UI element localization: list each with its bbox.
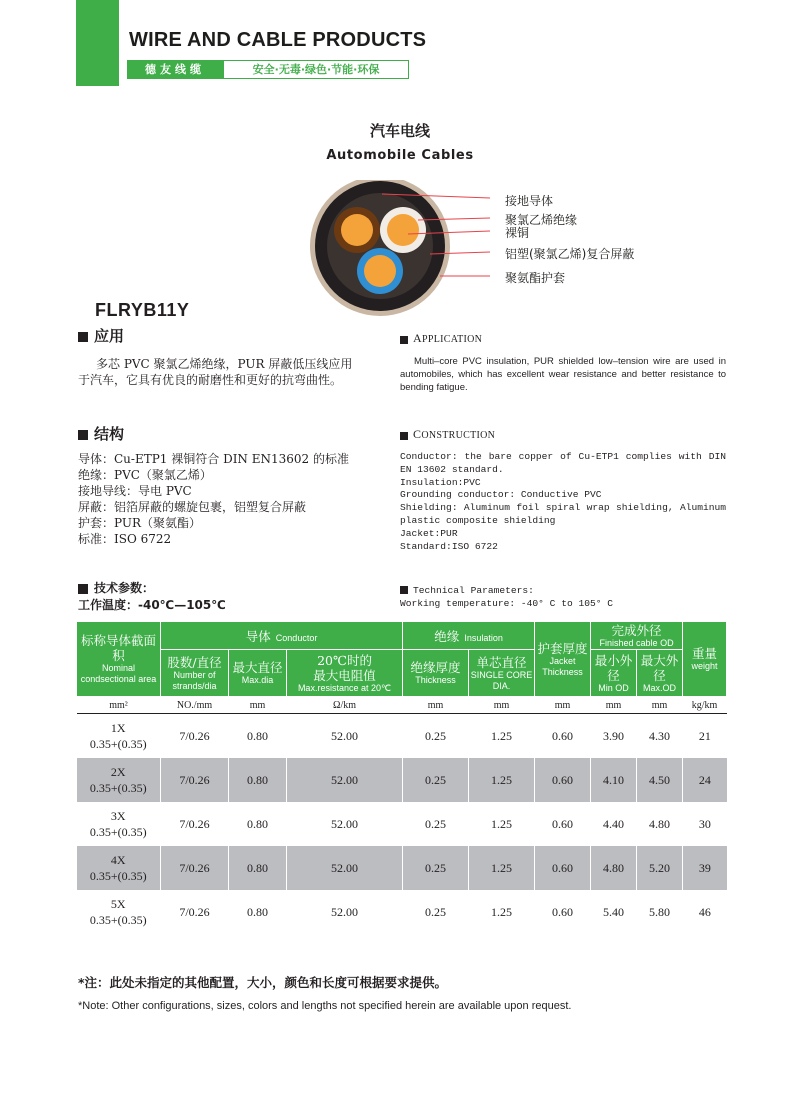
header-finished-od: 完成外径 Finished cable OD bbox=[591, 622, 683, 650]
cell-resistance: 52.00 bbox=[287, 890, 403, 934]
unit-cell: mm bbox=[591, 697, 637, 714]
cell-max-dia: 0.80 bbox=[229, 846, 287, 890]
cell-weight: 39 bbox=[683, 846, 727, 890]
cell-strands: 7/0.26 bbox=[161, 890, 229, 934]
header-max-dia: 最大直径 Max.dia bbox=[229, 650, 287, 697]
product-title-cn: 汽车电线 bbox=[369, 122, 430, 140]
bullet-square-icon bbox=[400, 336, 408, 344]
cell-jacket: 0.60 bbox=[535, 714, 591, 759]
bullet-square-icon bbox=[78, 430, 88, 440]
application-text-en: Multi–core PVC insulation, PUR shielded low–tension wire are used in automobiles, which has excellent wear resistance and better resistance to bending fatigue. bbox=[400, 356, 726, 393]
cell-insulation-thickness: 0.25 bbox=[403, 890, 469, 934]
cell-weight: 24 bbox=[683, 758, 727, 802]
cell-max-od: 5.80 bbox=[637, 890, 683, 934]
bullet-square-icon bbox=[400, 432, 408, 440]
cell-insulation-thickness: 0.25 bbox=[403, 714, 469, 759]
copper-conductor bbox=[387, 214, 419, 246]
cell-min-od: 3.90 bbox=[591, 714, 637, 759]
technical-heading-cn: 技术参数： bbox=[78, 579, 154, 596]
brand-label: 德友线缆 bbox=[127, 60, 223, 79]
cell-size: 4X 0.35+(0.35) bbox=[77, 846, 161, 890]
cell-jacket: 0.60 bbox=[535, 846, 591, 890]
table-row bbox=[77, 758, 727, 802]
cell-resistance: 52.00 bbox=[287, 846, 403, 890]
construction-line-en: Standard:ISO 6722 bbox=[400, 540, 498, 552]
cell-min-od: 4.10 bbox=[591, 758, 637, 802]
cell-jacket: 0.60 bbox=[535, 802, 591, 846]
cell-max-od: 4.50 bbox=[637, 758, 683, 802]
product-title-en: Automobile Cables bbox=[326, 148, 474, 163]
note-cn: *注：此处未指定的其他配置，大小，颜色和长度可根据要求提供。 bbox=[78, 975, 448, 990]
spec-table bbox=[76, 621, 727, 934]
cell-resistance: 52.00 bbox=[287, 802, 403, 846]
cell-max-od: 5.20 bbox=[637, 846, 683, 890]
header-insulation-thickness: 绝缘厚度 Thickness bbox=[403, 650, 469, 697]
table-row bbox=[77, 802, 727, 846]
construction-line-cn: 接地导线：导电 PVC bbox=[78, 484, 192, 498]
cell-jacket: 0.60 bbox=[535, 890, 591, 934]
header-max-resistance: 20℃时的 最大电阻值 Max.resistance at 20℃ bbox=[287, 650, 403, 697]
construction-line-en: Insulation:PVC bbox=[400, 476, 481, 488]
unit-cell: mm bbox=[469, 697, 535, 714]
cell-weight: 30 bbox=[683, 802, 727, 846]
unit-cell: mm bbox=[637, 697, 683, 714]
unit-cell: mm² bbox=[77, 697, 161, 714]
model-number: FLRYB11Y bbox=[95, 300, 190, 320]
unit-cell: NO./mm bbox=[161, 697, 229, 714]
cell-max-dia: 0.80 bbox=[229, 890, 287, 934]
cell-jacket: 0.60 bbox=[535, 758, 591, 802]
note-en: *Note: Other configurations, sizes, colors and lengths not specified herein are available upon request. bbox=[78, 1000, 572, 1012]
cell-core-dia: 1.25 bbox=[469, 802, 535, 846]
header-conductor: 导体 Conductor bbox=[161, 622, 403, 650]
units-row bbox=[77, 697, 727, 714]
working-temp-cn: 工作温度：-40℃—105℃ bbox=[78, 598, 226, 612]
table-row bbox=[77, 890, 727, 934]
unit-cell: mm bbox=[403, 697, 469, 714]
cell-insulation-thickness: 0.25 bbox=[403, 846, 469, 890]
header-title: WIRE AND CABLE PRODUCTS bbox=[129, 29, 427, 51]
technical-heading-en: Technical Parameters: bbox=[400, 585, 534, 598]
copper-conductor bbox=[364, 255, 396, 287]
unit-cell: mm bbox=[229, 697, 287, 714]
header-min-od: 最小外径 Min OD bbox=[591, 650, 637, 697]
cell-core-dia: 1.25 bbox=[469, 846, 535, 890]
working-temp-en: Working temperature: -40° C to 105° C bbox=[400, 598, 614, 609]
unit-cell: mm bbox=[535, 697, 591, 714]
cell-core-dia: 1.25 bbox=[469, 714, 535, 759]
callout-ground-conductor: 接地导体 bbox=[505, 194, 554, 208]
construction-line-en: Grounding conductor: Conductive PVC bbox=[400, 489, 602, 501]
unit-cell: kg/km bbox=[683, 697, 727, 714]
cell-min-od: 4.40 bbox=[591, 802, 637, 846]
callout-pvc-insulation: 聚氯乙烯绝缘 bbox=[505, 213, 578, 227]
cell-strands: 7/0.26 bbox=[161, 714, 229, 759]
header-strands: 股数/直径 Number of strands/dia bbox=[161, 650, 229, 697]
cell-weight: 21 bbox=[683, 714, 727, 759]
cell-max-od: 4.80 bbox=[637, 802, 683, 846]
construction-line-cn: 屏蔽：铝箔屏蔽的螺旋包裹，铝塑复合屏蔽 bbox=[78, 500, 307, 514]
header-insulation: 绝缘 Insulation bbox=[403, 622, 535, 650]
cell-strands: 7/0.26 bbox=[161, 802, 229, 846]
cell-strands: 7/0.26 bbox=[161, 846, 229, 890]
cell-size: 3X 0.35+(0.35) bbox=[89, 809, 147, 839]
slogan-label: 安全·无毒·绿色·节能·环保 bbox=[223, 60, 409, 79]
construction-line-cn: 标准：ISO 6722 bbox=[78, 532, 172, 546]
cell-resistance: 52.00 bbox=[287, 758, 403, 802]
header-max-od: 最大外径 Max.OD bbox=[637, 650, 683, 697]
construction-line-cn: 导体：Cu-ETP1 裸铜符合 DIN EN13602 的标准 bbox=[78, 452, 349, 466]
cell-weight: 46 bbox=[683, 890, 727, 934]
construction-line-en: Jacket:PUR bbox=[400, 527, 458, 539]
application-text-cn: 多芯 PVC 聚氯乙烯绝缘，PUR 屏蔽低压线应用于汽车，它具有优良的耐磨性和更好的抗弯曲性。 bbox=[78, 357, 353, 387]
table-row bbox=[77, 714, 727, 759]
callout-shield: 铝塑(聚氯乙烯)复合屏蔽 bbox=[505, 247, 635, 261]
construction-line-cn: 护套：PUR（聚氨酯） bbox=[78, 516, 202, 530]
cell-max-dia: 0.80 bbox=[229, 758, 287, 802]
header-weight: 重量 weight bbox=[683, 622, 727, 697]
callout-bare-copper: 裸铜 bbox=[505, 226, 530, 240]
cell-max-dia: 0.80 bbox=[229, 802, 287, 846]
construction-line-cn: 绝缘：PVC（聚氯乙烯） bbox=[78, 468, 212, 482]
construction-list-en bbox=[400, 451, 726, 553]
unit-cell: Ω/km bbox=[287, 697, 403, 714]
cell-insulation-thickness: 0.25 bbox=[403, 802, 469, 846]
cable-cross-section bbox=[300, 180, 500, 320]
bullet-square-icon bbox=[78, 584, 88, 594]
header-accent-bar bbox=[76, 0, 119, 86]
header-nominal-area: 标称导体截面积 Nominal condsectional area bbox=[77, 622, 161, 697]
construction-line-en: Shielding: Aluminum foil spiral wrap shielding, Aluminum plastic composite shielding bbox=[400, 502, 726, 526]
cell-size: 2X 0.35+(0.35) bbox=[77, 758, 161, 802]
cell-resistance: 52.00 bbox=[287, 714, 403, 759]
cell-core-dia: 1.25 bbox=[469, 758, 535, 802]
construction-heading-en: CONSTRUCTION bbox=[400, 427, 495, 442]
cell-min-od: 5.40 bbox=[591, 890, 637, 934]
cell-max-od: 4.30 bbox=[637, 714, 683, 759]
callout-pur-jacket: 聚氨酯护套 bbox=[505, 271, 566, 285]
cell-core-dia: 1.25 bbox=[469, 890, 535, 934]
header-single-core-dia: 单芯直径 SINGLE CORE DIA. bbox=[469, 650, 535, 697]
copper-conductor bbox=[341, 214, 373, 246]
cell-size: 5X 0.35+(0.35) bbox=[89, 897, 147, 927]
bullet-square-icon bbox=[78, 332, 88, 342]
construction-list-cn bbox=[78, 451, 378, 547]
cell-max-dia: 0.80 bbox=[229, 714, 287, 759]
application-heading-en: APPLICATION bbox=[400, 331, 482, 346]
bullet-square-icon bbox=[400, 586, 408, 594]
table-row bbox=[77, 846, 727, 890]
header-jacket-thickness: 护套厚度 Jacket Thickness bbox=[535, 622, 591, 697]
cell-size: 1X 0.35+(0.35) bbox=[89, 721, 147, 751]
cell-strands: 7/0.26 bbox=[161, 758, 229, 802]
application-heading-cn: 应用 bbox=[78, 325, 124, 346]
construction-heading-cn: 结构 bbox=[78, 423, 124, 444]
spec-table-wrapper bbox=[76, 621, 726, 934]
cell-insulation-thickness: 0.25 bbox=[403, 758, 469, 802]
construction-line-en: Conductor: the bare copper of Cu-ETP1 complies with DIN EN 13602 standard. bbox=[400, 451, 726, 475]
cell-min-od: 4.80 bbox=[591, 846, 637, 890]
